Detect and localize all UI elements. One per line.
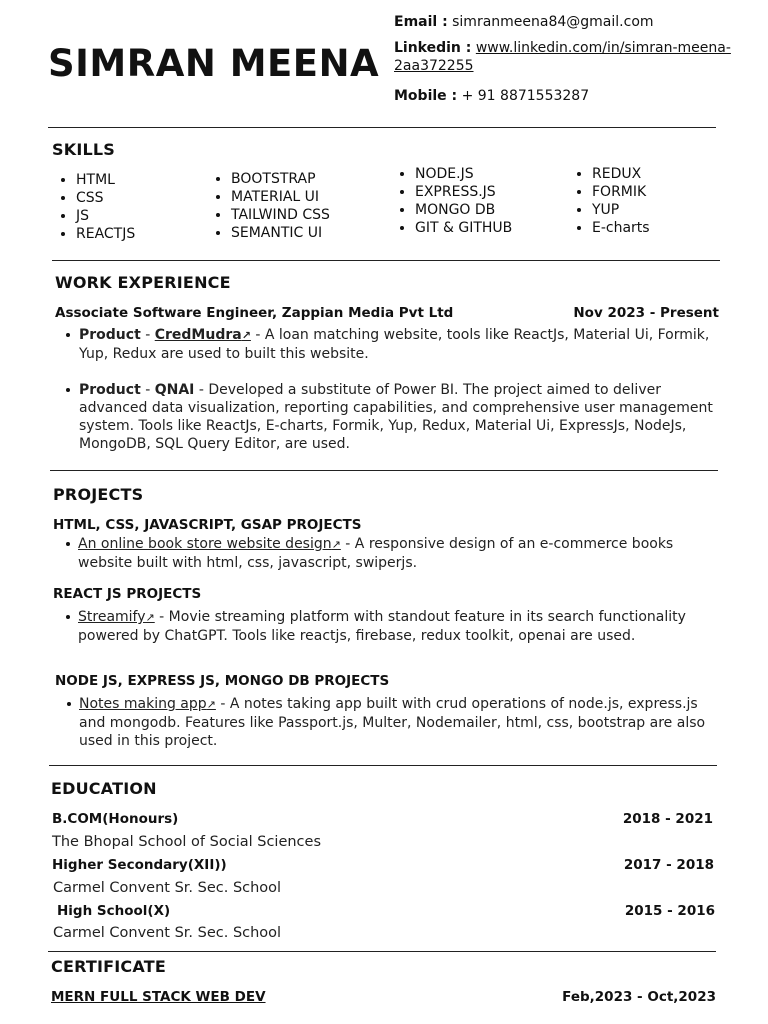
linkedin-link-cont[interactable]: 2aa372255 bbox=[394, 58, 474, 74]
skill-item: • TAILWIND CSS bbox=[231, 206, 330, 224]
skills-heading: SKILLS bbox=[52, 140, 115, 159]
skill-item: • MONGO DB bbox=[415, 201, 512, 219]
divider bbox=[49, 765, 717, 766]
skill-item: • EXPRESS.JS bbox=[415, 183, 512, 201]
email-label: Email : bbox=[394, 14, 448, 30]
projects-heading: PROJECTS bbox=[53, 485, 144, 504]
divider bbox=[52, 260, 720, 261]
email-line bbox=[394, 13, 754, 31]
book-store-link[interactable]: An online book store website design↗ bbox=[78, 536, 341, 552]
bullet bbox=[66, 388, 70, 392]
education-degree: High School(X) bbox=[57, 903, 171, 919]
work-item-1: Product - CredMudra↗ - A loan matching website, tools like ReactJs, Material Ui, Formik, Yup, Redux are used to built this website. bbox=[79, 327, 710, 362]
skill-item: • BOOTSTRAP bbox=[231, 170, 330, 188]
skill-item: • GIT & GITHUB bbox=[415, 219, 512, 237]
skill-item: • MATERIAL UI bbox=[231, 188, 330, 206]
bullet bbox=[66, 542, 70, 546]
work-heading: WORK EXPERIENCE bbox=[55, 273, 231, 292]
certificate-heading: CERTIFICATE bbox=[51, 957, 166, 976]
skill-item: • REDUX bbox=[592, 165, 650, 183]
project-group-title: HTML, CSS, JAVASCRIPT, GSAP PROJECTS bbox=[53, 517, 362, 533]
education-dates: 2017 - 2018 bbox=[623, 857, 714, 873]
education-school: Carmel Convent Sr. Sec. School bbox=[53, 880, 282, 896]
skill-item: • NODE.JS bbox=[415, 165, 512, 183]
work-item-2: Product - QNAI - Developed a substitute of Power BI. The project aimed to deliver advanced data visualization, reporting capabilities, and comprehensive user management system. Tools like ReactJs, E-charts, Formik, Yup, Redux, Material Ui, ExpressJs, NodeJs, MongoDB, SQL Query Editor, are used. bbox=[79, 382, 713, 452]
item-label: Product bbox=[79, 327, 141, 343]
job-dates: Nov 2023 - Present bbox=[573, 305, 719, 321]
divider bbox=[48, 127, 716, 128]
education-school: Carmel Convent Sr. Sec. School bbox=[53, 925, 282, 941]
certificate-name[interactable]: MERN FULL STACK WEB DEV bbox=[51, 989, 266, 1005]
email-value[interactable]: simranmeena84@gmail.com bbox=[452, 14, 654, 30]
project-item-2: Streamify↗ - Movie streaming platform with standout feature in its search functionality powered by ChatGPT. Tools like reactjs, firebase, redux toolkit, openai are used. bbox=[78, 609, 686, 644]
mobile-value: + 91 8871553287 bbox=[461, 88, 590, 104]
skills-column-2 bbox=[207, 170, 330, 242]
external-link-icon: ↗ bbox=[241, 329, 251, 342]
bullet bbox=[66, 615, 70, 619]
skills-column-1 bbox=[52, 171, 135, 243]
skill-item: • SEMANTIC UI bbox=[231, 224, 330, 242]
divider bbox=[48, 951, 716, 952]
divider bbox=[50, 470, 718, 471]
certificate-dates: Feb,2023 - Oct,2023 bbox=[562, 989, 716, 1005]
skills-column-3 bbox=[391, 165, 512, 237]
linkedin-link[interactable]: www.linkedin.com/in/simran-meena- bbox=[475, 40, 731, 56]
mobile-label: Mobile : bbox=[394, 88, 458, 104]
external-link-icon: ↗ bbox=[206, 698, 216, 711]
skills-column-4 bbox=[568, 165, 650, 237]
bullet bbox=[67, 702, 71, 706]
education-dates: 2015 - 2016 bbox=[624, 903, 715, 919]
project-item-3: Notes making app↗ - A notes taking app built with crud operations of node.js, express.js and mongodb. Features like Passport.js, Multer, Nodemailer, html, css, bootstrap are also used in this project. bbox=[79, 696, 706, 749]
education-heading: EDUCATION bbox=[51, 779, 157, 798]
skill-item: • JS bbox=[76, 207, 135, 225]
education-dates: 2018 - 2021 bbox=[622, 811, 713, 827]
education-degree: B.COM(Honours) bbox=[52, 811, 179, 827]
bullet bbox=[66, 333, 70, 337]
project-group-title: REACT JS PROJECTS bbox=[53, 586, 202, 602]
education-degree: Higher Secondary(XII)) bbox=[52, 857, 227, 873]
credmudra-link[interactable]: CredMudra↗ bbox=[154, 327, 251, 343]
skill-item: • CSS bbox=[76, 189, 135, 207]
skill-item: • E-charts bbox=[592, 219, 650, 237]
linkedin-label: Linkedin : bbox=[394, 40, 472, 56]
skill-item: • HTML bbox=[76, 171, 135, 189]
item-label: Product bbox=[79, 382, 141, 398]
education-school: The Bhopal School of Social Sciences bbox=[52, 834, 322, 850]
external-link-icon: ↗ bbox=[145, 611, 155, 624]
external-link-icon: ↗ bbox=[331, 538, 341, 551]
skill-item: • FORMIK bbox=[592, 183, 650, 201]
skill-item: • YUP bbox=[592, 201, 650, 219]
candidate-name: SIMRAN MEENA bbox=[48, 42, 380, 85]
notes-app-link[interactable]: Notes making app↗ bbox=[79, 696, 216, 712]
project-group-title: NODE JS, EXPRESS JS, MONGO DB PROJECTS bbox=[55, 673, 390, 689]
qnai-name: QNAI bbox=[154, 382, 195, 398]
streamify-link[interactable]: Streamify↗ bbox=[78, 609, 155, 625]
skill-item: • REACTJS bbox=[76, 225, 135, 243]
mobile-line bbox=[394, 87, 754, 105]
job-title: Associate Software Engineer, Zappian Media Pvt Ltd bbox=[55, 305, 454, 321]
linkedin-line bbox=[394, 39, 754, 75]
project-item-1: An online book store website design↗ - A responsive design of an e-commerce books website built with html, css, javascript, swiperjs. bbox=[78, 536, 674, 571]
